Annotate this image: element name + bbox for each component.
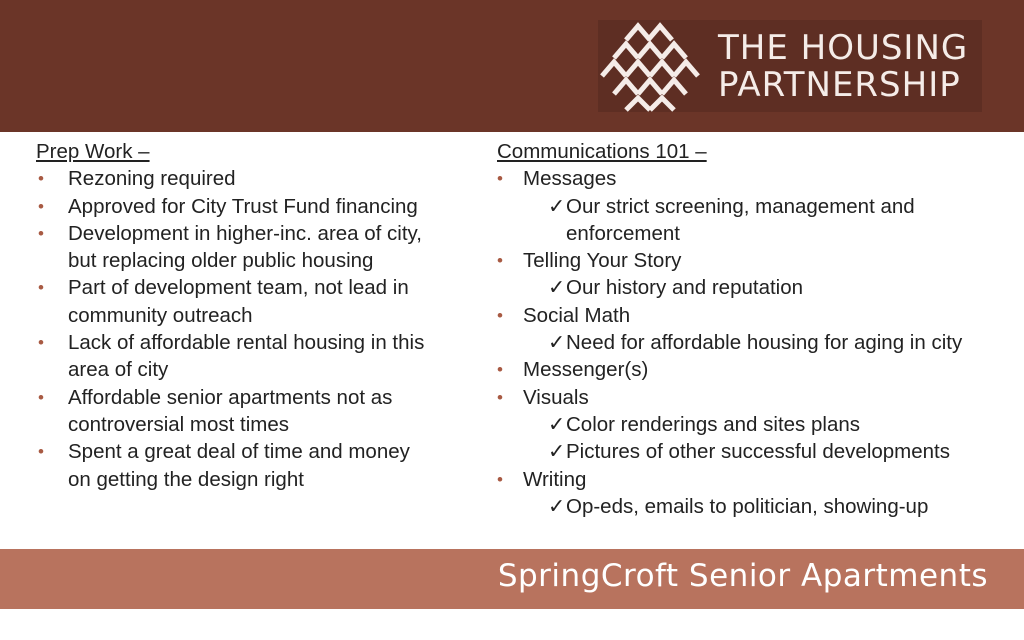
checkmark-icon: ✓ — [548, 331, 566, 355]
prep-work-list — [36, 165, 436, 493]
list-item: • Messenger(s) — [497, 356, 1017, 383]
sub-list-item — [497, 493, 1017, 520]
checkmark-icon: ✓ — [548, 440, 566, 464]
communications-list — [497, 165, 1017, 520]
checkmark-icon: ✓ — [548, 276, 566, 300]
list-item: • Rezoning required — [36, 165, 436, 192]
stacked-roofs-logo-icon — [598, 20, 713, 112]
sub-item-text: Color renderings and sites plans — [566, 412, 860, 436]
sub-item-text: Need for affordable housing for aging in city — [566, 331, 963, 355]
header-banner — [0, 0, 1024, 132]
list-item: • Spent a great deal of time and money on getting the design right — [36, 438, 436, 493]
checkmark-icon: ✓ — [548, 494, 566, 518]
logo-wordmark — [718, 30, 968, 104]
footer-banner — [0, 549, 1024, 609]
sub-item-text: Op-eds, emails to politician, showing-up — [566, 494, 929, 518]
sub-list-item — [497, 411, 1017, 438]
sub-list-item — [497, 274, 1017, 301]
list-item: • Part of development team, not lead in community outreach — [36, 274, 436, 329]
prep-work-column — [36, 138, 436, 493]
sub-list-item — [497, 329, 1017, 356]
sub-item-text: Our history and reputation — [566, 276, 804, 300]
sub-item-text: Pictures of other successful developments — [566, 440, 950, 464]
prep-work-title: Prep Work – — [36, 140, 150, 163]
list-item: • Development in higher-inc. area of city, but replacing older public housing — [36, 220, 436, 275]
sub-item-text: Our strict screening, management and enforcement — [566, 194, 915, 245]
logo-line-2: PARTNERSHIP — [718, 65, 961, 105]
housing-partnership-logo — [598, 20, 982, 112]
list-item: • Telling Your Story — [497, 247, 1017, 274]
list-item: • Affordable senior apartments not as controversial most times — [36, 384, 436, 439]
communications-column — [497, 138, 1017, 520]
sub-list-item — [497, 438, 1017, 465]
checkmark-icon: ✓ — [548, 412, 566, 436]
communications-title: Communications 101 – — [497, 140, 707, 163]
list-item: • Lack of affordable rental housing in this area of city — [36, 329, 436, 384]
list-item: • Messages — [497, 165, 1017, 192]
list-item: • Writing — [497, 466, 1017, 493]
sub-list-item — [497, 193, 1017, 248]
logo-line-1: THE HOUSING — [718, 28, 969, 68]
slide-title: SpringCroft Senior Apartments — [497, 558, 988, 594]
checkmark-icon: ✓ — [548, 194, 566, 218]
list-item: • Social Math — [497, 302, 1017, 329]
list-item: • Approved for City Trust Fund financing — [36, 193, 436, 220]
list-item: • Visuals — [497, 384, 1017, 411]
